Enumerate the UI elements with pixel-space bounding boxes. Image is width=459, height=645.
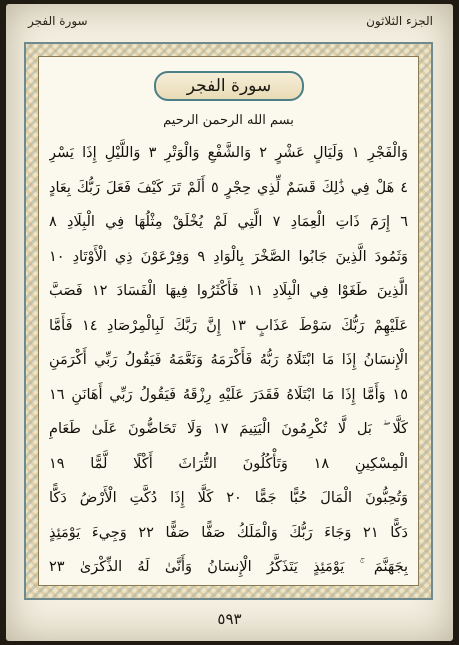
- verse-block: [49, 137, 408, 586]
- page-header: [6, 4, 453, 40]
- mushaf-page: [6, 4, 453, 641]
- verse-line: الْإِنسَانُ إِذَا مَا ابْتَلَاهُ رَبُّهُ فَأَكْرَمَهُ وَنَعَّمَهُ فَيَقُولُ رَبِّي أَكْرَمَنِ: [49, 352, 408, 368]
- verse-line: وَالْفَجْرِ ١ وَلَيَالٍ عَشْرٍ ٢ وَالشَّفْعِ وَالْوَتْرِ ٣ وَاللَّيْلِ إِذَا يَسْرِ: [49, 145, 408, 161]
- surah-name-header: سورة الفجر: [28, 14, 88, 28]
- verse-line: بِجَهَنَّمَ ۚ يَوْمَئِذٍ يَتَذَكَّرُ الْإِنسَانُ وَأَنَّىٰ لَهُ الذِّكْرَىٰ ٢٣: [49, 559, 408, 575]
- basmala: بسم الله الرحمن الرحيم: [163, 113, 294, 128]
- text-panel: [38, 56, 419, 586]
- ornamental-frame: [24, 42, 433, 600]
- verse-line: ١٥ وَأَمَّا إِذَا مَا ابْتَلَاهُ فَقَدَرَ عَلَيْهِ رِزْقَهُ فَيَقُولُ رَبِّي أَهَانَنِ ١٦: [49, 386, 408, 403]
- verse-line: ٤ هَلْ فِي ذَٰلِكَ قَسَمٌ لِّذِي حِجْرٍ ٥ أَلَمْ تَرَ كَيْفَ فَعَلَ رَبُّكَ بِعَادٍ: [49, 179, 408, 196]
- juz-name-header: الجزء الثلاثون: [366, 14, 433, 28]
- verse-line: كَلَّا ۖ بَل لَّا تُكْرِمُونَ الْيَتِيمَ ١٧ وَلَا تَحَاضُّونَ عَلَىٰ طَعَامِ: [49, 421, 408, 437]
- surah-title: سورة الفجر: [154, 71, 304, 101]
- verse-line: الَّذِينَ طَغَوْا فِي الْبِلَادِ ١١ فَأَكْثَرُوا فِيهَا الْفَسَادَ ١٢ فَصَبَّ: [49, 283, 408, 299]
- verse-line: وَثَمُودَ الَّذِينَ جَابُوا الصَّخْرَ بِالْوَادِ ٩ وَفِرْعَوْنَ ذِي الْأَوْتَادِ ١٠: [49, 248, 408, 265]
- verse-line: عَلَيْهِمْ رَبُّكَ سَوْطَ عَذَابٍ ١٣ إِنَّ رَبَّكَ لَبِالْمِرْصَادِ ١٤ فَأَمَّا: [49, 317, 408, 334]
- verse-line: ٦ إِرَمَ ذَاتِ الْعِمَادِ ٧ الَّتِي لَمْ يُخْلَقْ مِثْلُهَا فِي الْبِلَادِ ٨: [49, 214, 408, 230]
- verse-line: وَتُحِبُّونَ الْمَالَ حُبًّا جَمًّا ٢٠ كَلَّا إِذَا دُكَّتِ الْأَرْضُ دَكًّا: [49, 490, 408, 506]
- verse-line: الْمِسْكِينِ ١٨ وَتَأْكُلُونَ التُّرَاثَ أَكْلًا لَّمًّا ١٩: [49, 455, 408, 472]
- page-number: ٥٩٣: [217, 610, 242, 628]
- verse-line: دَكًّا ٢١ وَجَاءَ رَبُّكَ وَالْمَلَكُ صَفًّا صَفًّا ٢٢ وَجِيءَ يَوْمَئِذٍ: [49, 524, 408, 541]
